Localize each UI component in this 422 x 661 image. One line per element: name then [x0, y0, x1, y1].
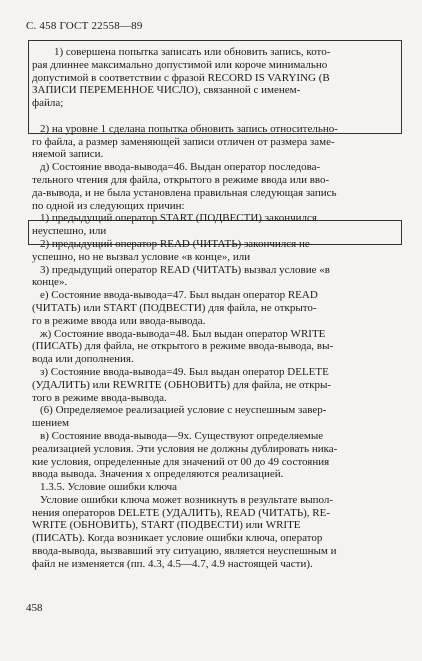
text-line: д) Состояние ввода-вывода=46. Выдан оператор последова- — [40, 161, 321, 174]
text-line: 1) предыдущий оператор START (ПОДВЕСТИ) закончился — [40, 212, 317, 225]
text-line: того в режиме ввода-вывода. — [32, 391, 167, 404]
text-line: 2) предыдущий оператор READ (ЧИТАТЬ) закончился не- — [40, 237, 314, 250]
text-line: да-вывода, и не была установлена правильная следующая запись — [32, 186, 337, 199]
text-line: ввода-вывода, вызвавший эту ситуацию, является неуспешным и — [32, 545, 337, 558]
text-line: тельного чтения для файла, открытого в режиме ввода или вво- — [32, 173, 330, 186]
text-line: няемой записи. — [32, 148, 104, 161]
page-number: 458 — [26, 602, 43, 614]
text-line: рая длиннее максимально допустимой или короче минимально — [32, 58, 328, 71]
page-header: С. 458 ГОСТ 22558—89 — [26, 20, 143, 32]
text-line: реализацией условия. Эти условия не должны дублировать ника- — [32, 442, 338, 455]
text-line: е) Состояние ввода-вывода=47. Был выдан оператор READ — [40, 289, 318, 302]
text-line: з) Состояние ввода-вывода=49. Был выдан оператор DELETE — [40, 365, 329, 378]
text-line: файла; — [32, 97, 64, 110]
text-line: го файла, а размер заменяющей записи отличен от размера заме- — [32, 135, 335, 148]
text-line: (УДАЛИТЬ) или REWRITE (ОБНОВИТЬ) для файла, не откры- — [32, 378, 332, 391]
text-line: файл не изменяется (пп. 4.3, 4.5—4.7, 4.9 настоящей части). — [32, 557, 313, 570]
text-line: WRITE (ОБНОВИТЬ), START (ПОДВЕСТИ) или WRITE — [32, 519, 301, 532]
text-line: по одной из следующих причин: — [32, 199, 185, 212]
text-line: допустимой в соответствии с фразой RECORD IS VARYING (В — [32, 71, 330, 84]
text-line: 1.3.5. Условие ошибки ключа — [40, 481, 178, 494]
text-line: неуспешно, или — [32, 225, 107, 238]
text-line: го в режиме ввода или ввода-вывода. — [32, 314, 206, 327]
text-line — [28, 110, 402, 123]
text-line: кие условия, определенные для значений от 00 до 49 состояния — [32, 455, 330, 468]
text-line: Условие ошибки ключа может возникнуть в результате выпол- — [40, 493, 334, 506]
text-line: ЗАПИСИ ПЕРЕМЕННОЕ ЧИСЛО), связанной с именем- — [32, 84, 301, 97]
text-line: 1) совершена попытка записать или обновить запись, кото- — [54, 46, 331, 58]
text-line: 3) предыдущий оператор READ (ЧИТАТЬ) вызвал условие «в — [40, 263, 330, 276]
text-line: шением — [32, 417, 69, 430]
text-line: (ПИСАТЬ). Когда возникает условие ошибки ключа, оператор — [32, 532, 323, 545]
text-line: ввода вывода. Значения х определяются реализацией. — [32, 468, 284, 481]
text-line: 2) на уровне 1 сделана попытка обновить запись относительно- — [40, 122, 338, 135]
text-line: (ЧИТАТЬ) или START (ПОДВЕСТИ) для файла, не открыто- — [32, 301, 317, 314]
text-line: (ПИСАТЬ) для файла, не открытого в режиме ввода-вывода, вы- — [32, 340, 334, 353]
text-line: нения операторов DELETE (УДАЛИТЬ), READ (ЧИТАТЬ), RE- — [32, 506, 331, 519]
text-line: успешно, но не вызвал условие «в конце», или — [32, 250, 251, 263]
text-line: (6) Определяемое реализацией условие с неуспешным завер- — [40, 404, 327, 417]
body-text — [28, 46, 402, 571]
text-line: ж) Состояние ввода-вывода=48. Был выдан оператор WRITE — [40, 327, 326, 340]
text-line: в) Состояние ввода-вывода—9х. Существуют определяемые — [40, 429, 324, 442]
text-line: конце». — [32, 276, 68, 289]
text-line: вода или дополнения. — [32, 353, 134, 366]
